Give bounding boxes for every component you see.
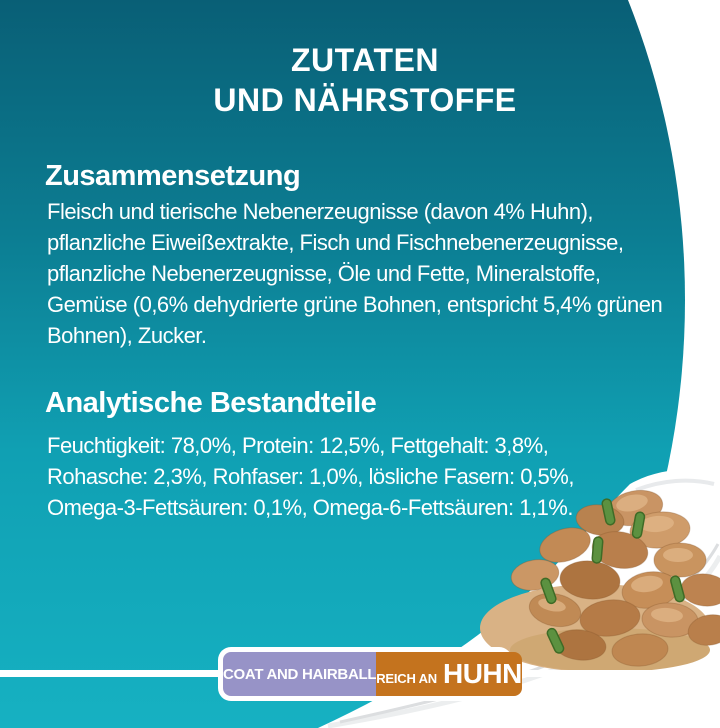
analysis-heading: Analytische Bestandteile [45,387,377,419]
flavor-name-label: HUHN [442,658,522,689]
text-line: pflanzliche Eiweißextrakte, Fisch und Fischnebenerzeugnisse, [47,230,624,255]
flavor-panel [376,652,522,696]
text-line: Omega-3-Fettsäuren: 0,1%, Omega-6-Fettsäuren: 1,1%. [47,495,573,520]
text-line: Fleisch und tierische Nebenerzeugnisse (davon 4% Huhn), [47,199,594,224]
divider-line-left [0,670,219,677]
text-line: pflanzliche Nebenerzeugnisse, Öle und Fette, Mineralstoffe, [47,261,601,286]
category-badge [218,647,522,701]
page-title [5,40,720,120]
divider-line-right [511,670,708,677]
page-title-line-2: UND NÄHRSTOFFE [213,82,517,118]
coat-hairball-label: COAT AND HAIRBALL [223,652,376,696]
page-title-line-1: ZUTATEN [290,42,440,78]
text-line: Rohasche: 2,3%, Rohfaser: 1,0%, lösliche Fasern: 0,5%, [47,464,574,489]
composition-paragraph [47,196,662,351]
text-line: Bohnen), Zucker. [47,323,207,348]
flavor-text [376,658,522,690]
composition-heading: Zusammensetzung [45,160,301,192]
flavor-prefix-label: REICH AN [376,671,437,686]
text-line: Gemüse (0,6% dehydrierte grüne Bohnen, entspricht 5,4% grünen [47,292,663,317]
text-line: Feuchtigkeit: 78,0%, Protein: 12,5%, Fettgehalt: 3,8%, [47,433,549,458]
